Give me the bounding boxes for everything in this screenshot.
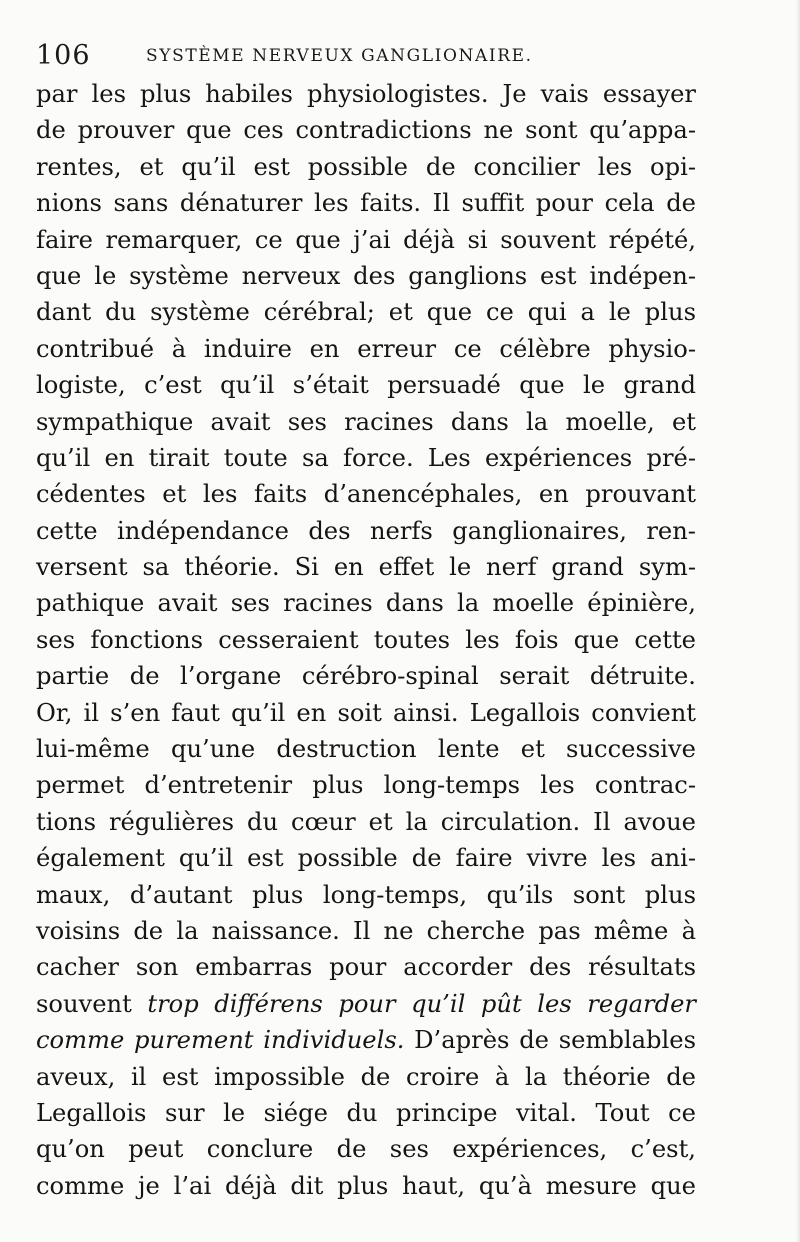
text-line: maux, d’autant plus long-temps, qu’ils sont plus — [36, 880, 696, 909]
text-line: partie de l’organe cérébro-spinal serait détruite. — [36, 662, 696, 691]
text-line: qu’il en tirait toute sa force. Les expériences pré- — [36, 443, 696, 472]
text-line: cédentes et les faits d’anencéphales, en prouvant — [36, 480, 696, 509]
text-run: D’après de semblables — [404, 1026, 696, 1055]
text-line: voisins de la naissance. Il ne cherche pas même à — [36, 916, 696, 945]
text-line: comme je l’ai déjà dit plus haut, qu’à mesure que — [36, 1171, 696, 1200]
text-line: permet d’entretenir plus long-temps les contrac- — [36, 771, 696, 800]
text-line: rentes, et qu’il est possible de concilier les opi- — [36, 152, 696, 181]
text-line: Or, il s’en faut qu’il en soit ainsi. Legallois convient — [36, 698, 696, 727]
text-line: sympathique avait ses racines dans la moelle, et — [36, 407, 696, 436]
text-line: ses fonctions cesseraient toutes les fois que cette — [36, 625, 696, 654]
text-line: lui-même qu’une destruction lente et successive — [36, 735, 696, 764]
text-line: faire remarquer, ce que j’ai déjà si souvent répété, — [36, 225, 696, 254]
text-run: souvent — [36, 989, 148, 1018]
text-line-mixed — [36, 986, 696, 1022]
text-line: versent sa théorie. Si en effet le nerf grand sym- — [36, 553, 696, 582]
italic-text-run: trop différens pour qu’il pût les regarder — [147, 989, 696, 1018]
body-text — [36, 76, 696, 1204]
text-line: pathique avait ses racines dans la moelle épinière, — [36, 589, 696, 618]
text-line: qu’on peut conclure de ses expériences, c’est, — [36, 1135, 696, 1164]
text-line: également qu’il est possible de faire vivre les ani- — [36, 844, 696, 873]
page-number: 106 — [36, 40, 91, 71]
text-line: cacher son embarras pour accorder des résultats — [36, 953, 696, 982]
text-line: logiste, c’est qu’il s’était persuadé que le grand — [36, 371, 696, 400]
text-line: tions régulières du cœur et la circulation. Il avoue — [36, 807, 696, 836]
text-line: Legallois sur le siége du principe vital. Tout ce — [36, 1098, 696, 1127]
page-edge — [796, 0, 800, 1242]
page-header — [36, 40, 736, 70]
text-line: contribué à induire en erreur ce célèbre physio- — [36, 334, 696, 363]
text-line: que le système nerveux des ganglions est indépen- — [36, 261, 696, 290]
text-line: cette indépendance des nerfs ganglionaires, ren- — [36, 516, 696, 545]
text-line: aveux, il est impossible de croire à la théorie de — [36, 1062, 696, 1091]
text-line: dant du système cérébral; et que ce qui a le plus — [36, 298, 696, 327]
text-line-mixed — [36, 1022, 696, 1058]
text-line: par les plus habiles physiologistes. Je vais essayer — [36, 80, 696, 108]
text-line: nions sans dénaturer les faits. Il suffit pour cela de — [36, 189, 696, 218]
running-head: SYSTÈME NERVEUX GANGLIONAIRE. — [146, 46, 533, 66]
italic-text-run: comme purement individuels. — [36, 1026, 405, 1055]
text-line: de prouver que ces contradictions ne sont qu’appa- — [36, 116, 696, 145]
